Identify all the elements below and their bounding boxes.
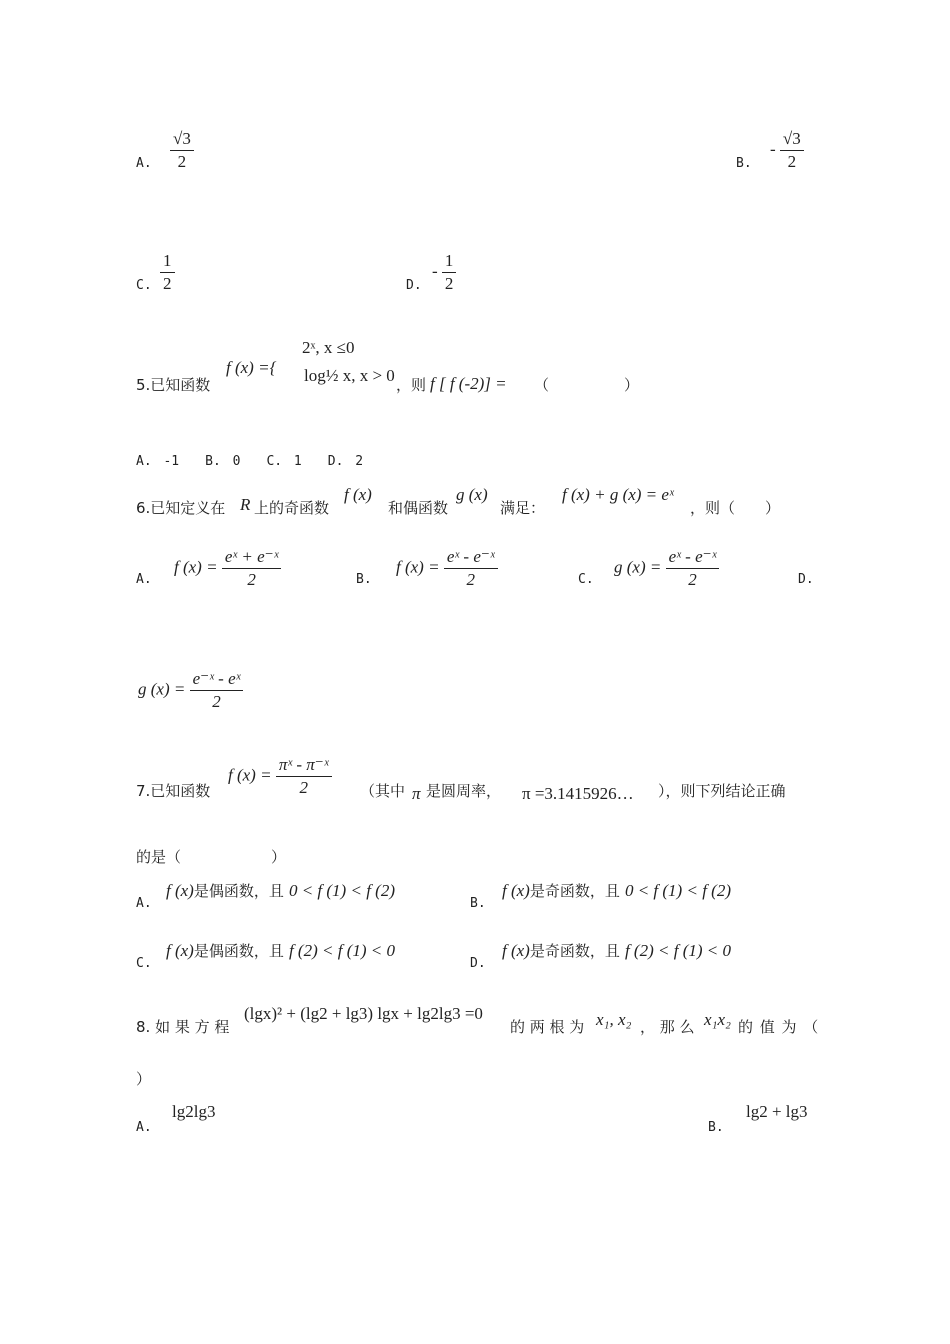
option-inequality: f (2) < f (1) < 0 — [624, 941, 731, 960]
option-c-label: C. — [136, 278, 152, 293]
option-fx: f (x) — [166, 881, 194, 900]
minus-sign: - — [432, 261, 438, 281]
option-b-label: B. — [736, 156, 752, 171]
function-lhs: f (x) = — [228, 765, 272, 785]
fraction-numerator: eˣ - e⁻ˣ — [444, 546, 498, 569]
q6-option-c[interactable] — [614, 546, 719, 591]
q6-fx: f (x) — [344, 485, 372, 504]
q6-stem-c: 和偶函数 — [388, 499, 449, 517]
q6-option-b-label: B. — [356, 572, 372, 587]
option-text: 是偶函数，且 — [193, 942, 284, 960]
fraction-denominator: 2 — [299, 778, 308, 797]
q6-option-d[interactable] — [138, 668, 243, 713]
fraction-denominator: 2 — [688, 570, 697, 589]
q7-note-c: ），则下列结论正确 — [658, 782, 786, 800]
q8-mid: 的 两 根 为 — [510, 1018, 585, 1036]
q6-condition: f (x) + g (x) = eˣ — [562, 485, 674, 504]
fraction-denominator: 2 — [787, 152, 797, 171]
option-inequality: f (2) < f (1) < 0 — [288, 941, 395, 960]
q6-option-c-label: C. — [578, 572, 594, 587]
option-lhs: f (x) = — [396, 557, 440, 577]
fraction-denominator: 2 — [212, 692, 221, 711]
fraction-denominator: 2 — [247, 570, 256, 589]
q6-set-r: R — [240, 495, 251, 514]
q5-case-2: log½ x, x > 0 — [304, 366, 395, 385]
fraction-numerator: eˣ + e⁻ˣ — [222, 546, 282, 569]
q5-function-lhs: f (x) ={ — [226, 358, 277, 377]
option-a-value[interactable] — [170, 128, 194, 173]
fraction-numerator: 1 — [160, 250, 175, 273]
fraction-numerator: πˣ - π⁻ˣ — [276, 754, 332, 777]
q8-close-paren: ） — [136, 1070, 152, 1088]
q7-option-c[interactable] — [166, 940, 395, 961]
option-b-value[interactable] — [770, 128, 804, 173]
q6-option-d-label: D. — [798, 572, 814, 587]
q7-line-2: 的是（ ） — [136, 848, 287, 866]
q5-answer-paren[interactable]: （ ） — [534, 376, 640, 394]
q6-stem-b: 上的奇函数 — [254, 499, 330, 517]
fraction-denominator: 2 — [177, 152, 187, 171]
option-text: 是偶函数，且 — [193, 882, 284, 900]
option-c-value[interactable] — [160, 250, 175, 295]
q7-option-a[interactable] — [166, 880, 395, 901]
q8-end: 的 值 为 （ — [738, 1018, 819, 1036]
option-inequality: 0 < f (1) < f (2) — [624, 881, 731, 900]
option-text: 是奇函数，且 — [529, 942, 620, 960]
q6-stem-a: 6.已知定义在 — [136, 499, 226, 517]
q8-equation: (lgx)² + (lg2 + lg3) lgx + lg2lg3 =0 — [244, 1004, 483, 1023]
option-fx: f (x) — [166, 941, 194, 960]
q6-stem-e: ，则（ ） — [690, 499, 781, 517]
q7-note-a: （其中 — [360, 782, 406, 800]
fraction-denominator: 2 — [466, 570, 475, 589]
q6-gx: g (x) — [456, 485, 488, 504]
q8-product: x₁x₂ — [704, 1010, 731, 1029]
q7-note-b: 是圆周率， — [426, 782, 502, 800]
q6-option-b[interactable] — [396, 546, 498, 591]
q7-option-b[interactable] — [502, 880, 731, 901]
option-lhs: g (x) = — [614, 557, 662, 577]
fraction-numerator: √3 — [780, 128, 804, 151]
option-fx: f (x) — [502, 881, 530, 900]
q7-option-b-label: B. — [470, 896, 486, 911]
q8-roots: x₁, x₂ — [596, 1010, 632, 1029]
fraction-numerator: √3 — [170, 128, 194, 151]
q8-option-b[interactable]: lg2 + lg3 — [746, 1102, 808, 1121]
q7-option-a-label: A. — [136, 896, 152, 911]
minus-sign: - — [770, 139, 776, 159]
q6-option-a[interactable] — [174, 546, 281, 591]
q8-option-b-label: B. — [708, 1120, 724, 1135]
option-inequality: 0 < f (1) < f (2) — [288, 881, 395, 900]
q5-stem: 5.已知函数 — [136, 376, 211, 394]
q7-option-d-label: D. — [470, 956, 486, 971]
q6-stem-d: 满足： — [500, 499, 546, 517]
q5-then: ，则 — [396, 376, 427, 394]
option-a-label: A. — [136, 156, 152, 171]
option-fx: f (x) — [502, 941, 530, 960]
q6-option-a-label: A. — [136, 572, 152, 587]
option-text: 是奇函数，且 — [529, 882, 620, 900]
fraction-denominator: 2 — [444, 274, 454, 293]
q5-options[interactable]: A. -1 B. 0 C. 1 D. 2 — [136, 454, 364, 469]
q8-stem: 8. 如 果 方 程 — [136, 1018, 230, 1036]
q7-function — [228, 754, 332, 799]
q7-option-d[interactable] — [502, 940, 731, 961]
q8-mid-2: ， 那 么 — [640, 1018, 695, 1036]
q8-option-a[interactable]: lg2lg3 — [172, 1102, 216, 1121]
option-lhs: g (x) = — [138, 679, 186, 699]
q5-expression: f [ f (-2)] = — [430, 374, 507, 393]
option-d-label: D. — [406, 278, 422, 293]
fraction-denominator: 2 — [163, 274, 172, 293]
q5-case-1: 2ˣ, x ≤0 — [302, 338, 355, 357]
q7-stem: 7.已知函数 — [136, 782, 211, 800]
fraction-numerator: e⁻ˣ - eˣ — [190, 668, 244, 691]
fraction-numerator: eˣ - e⁻ˣ — [666, 546, 720, 569]
option-d-value[interactable] — [432, 250, 456, 295]
fraction-numerator: 1 — [442, 250, 457, 273]
q7-pi-value: π =3.1415926… — [522, 784, 634, 803]
q8-option-a-label: A. — [136, 1120, 152, 1135]
q7-option-c-label: C. — [136, 956, 152, 971]
option-lhs: f (x) = — [174, 557, 218, 577]
q7-pi: π — [412, 784, 421, 803]
